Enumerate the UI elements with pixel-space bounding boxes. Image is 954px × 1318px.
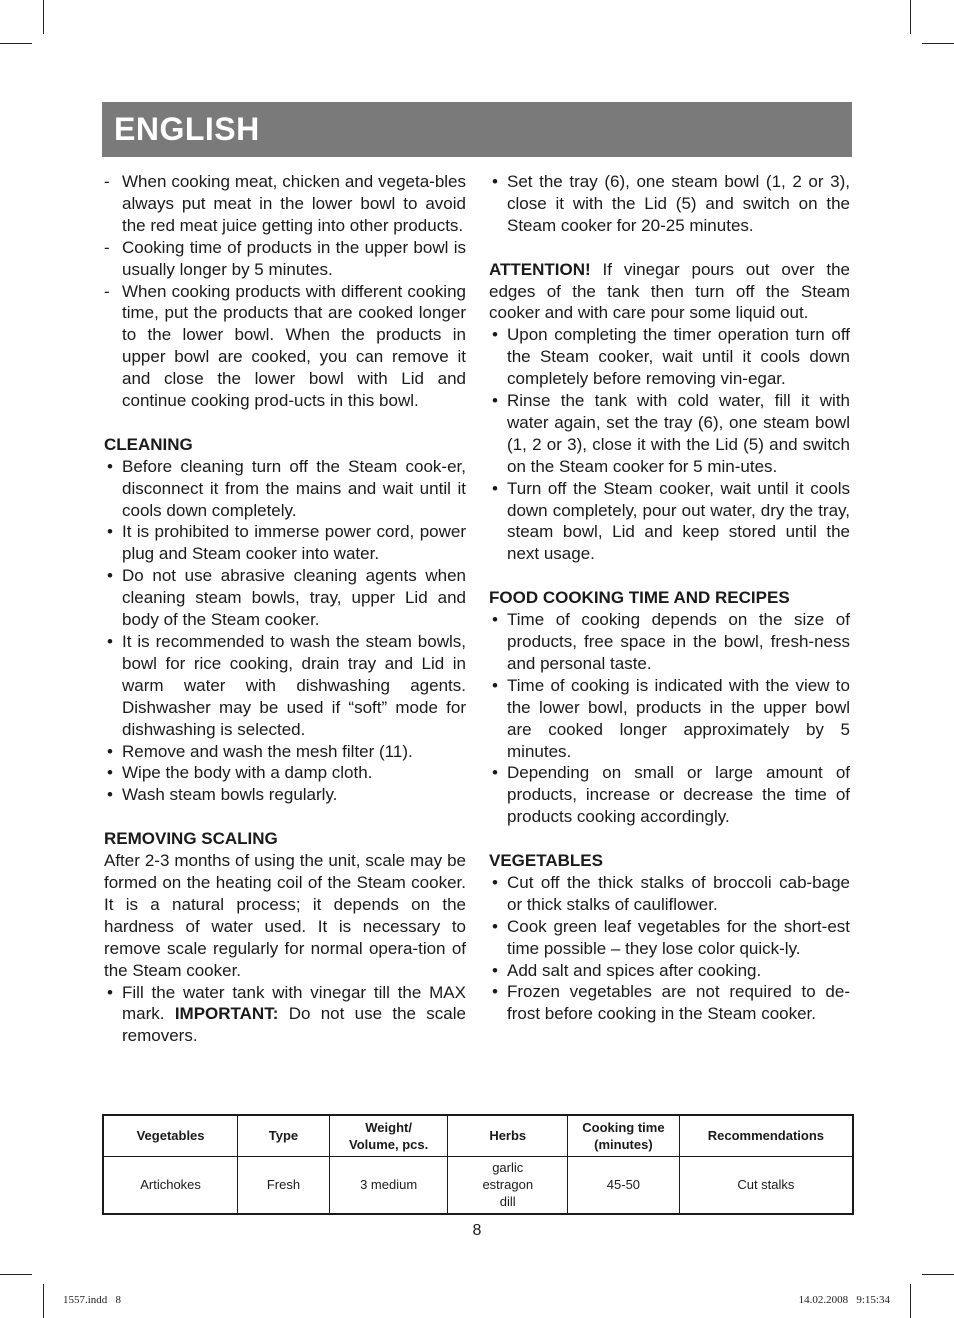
bullet-mark: • <box>107 632 113 652</box>
cooking-table <box>102 1114 854 1215</box>
page-number: 8 <box>472 1222 482 1239</box>
list-item: • Set the tray (6), one steam bowl (1, 2 or 3), close it with the Lid (5) and switch on the Steam cooker for 20-25 minutes. <box>492 172 850 235</box>
cell-recommendation: Cut stalks <box>679 1156 853 1214</box>
list-item: • Cook green leaf vegetables for the short-est time possible – they lose color quick-ly. <box>492 916 850 958</box>
list-item: - When cooking meat, chicken and vegeta-bles always put meat in the lower bowl to avoid the red meat juice getting into other products. <box>104 172 466 235</box>
bullet-mark: • <box>492 391 498 411</box>
list-item: • It is recommended to wash the steam bowls, bowl for rice cooking, drain tray and Lid in warm water with dishwashing agents. Dishwasher may be used if “soft” mode for dishwashing is selected. <box>107 632 466 739</box>
list-item: • Upon completing the timer operation turn off the Steam cooker, wait until it cools down completely before removing vin-egar. <box>492 325 850 389</box>
left-column <box>104 171 466 1047</box>
bullet-mark: • <box>107 522 113 542</box>
bullet-mark: • <box>107 566 113 586</box>
cell-herbs: garlic estragon dill <box>448 1156 568 1214</box>
header-type: Type <box>238 1115 330 1156</box>
bullet-mark: • <box>492 675 498 695</box>
list-item: • Cut off the thick stalks of broccoli cab-bage or thick stalks of cauliflower. <box>492 872 850 914</box>
scaling-paragraph: After 2-3 months of using the unit, scale may be formed on the heating coil of the Steam cooker. It is a natural process; it depends on the hardness of water used. It is necessary to remove scale regularly for normal opera-tion of the Steam cooker. <box>104 851 466 980</box>
dash-mark: - <box>104 281 110 301</box>
bullet-mark: • <box>492 982 498 1002</box>
bullet-mark: • <box>107 982 113 1002</box>
attention-paragraph: ATTENTION! If vinegar pours out over the edges of the tank then turn off the Steam cooker and with care pour some liquid out. <box>489 259 850 323</box>
list-item: • Time of cooking depends on the size of products, free space in the bowl, fresh-ness and personal taste. <box>492 610 850 673</box>
crop-mark <box>0 1274 32 1275</box>
crop-mark <box>922 43 954 44</box>
crop-mark <box>910 0 911 34</box>
list-item: • Depending on small or large amount of products, increase or decrease the time of products cooking accordingly. <box>492 763 850 827</box>
bullet-mark: • <box>107 785 113 805</box>
header-cooking-time: Cooking time (minutes) <box>568 1115 680 1156</box>
bullet-mark: • <box>492 763 498 783</box>
cell-type: Fresh <box>238 1156 330 1214</box>
header-herbs: Herbs <box>448 1115 568 1156</box>
header-vegetables: Vegetables <box>103 1115 238 1156</box>
crop-mark <box>922 1274 954 1275</box>
cell-vegetable: Artichokes <box>103 1156 238 1214</box>
crop-mark <box>910 1284 911 1318</box>
list-item: • Wipe the body with a damp cloth. <box>107 763 373 783</box>
attention-label: ATTENTION! <box>489 259 591 279</box>
dash-mark: - <box>104 172 110 191</box>
table-row <box>103 1156 853 1214</box>
language-banner <box>102 102 852 157</box>
bullet-mark: • <box>492 872 498 892</box>
list-item: • It is prohibited to immerse power cord, power plug and Steam cooker into water. <box>107 522 466 564</box>
list-item: - Cooking time of products in the upper bowl is usually longer by 5 minutes. <box>104 237 466 279</box>
cell-weight: 3 medium <box>329 1156 448 1214</box>
banner-title: ENGLISH <box>114 111 260 147</box>
list-item: • Rinse the tank with cold water, fill it with water again, set the tray (6), one steam bowl (1, 2 or 3), close it with the Lid (5) and switch on the Steam cooker for 5 min-utes. <box>492 391 850 476</box>
header-weight: Weight/ Volume, pcs. <box>329 1115 448 1156</box>
bullet-mark: • <box>107 763 113 783</box>
crop-mark <box>43 1284 44 1318</box>
bullet-mark: • <box>107 456 113 476</box>
list-item: • Remove and wash the mesh filter (11). <box>107 741 413 761</box>
bullet-mark: • <box>492 610 498 630</box>
important-label: IMPORTANT: <box>174 1004 279 1024</box>
list-item: • Turn off the Steam cooker, wait until it cools down completely, pour out water, dry the tray, steam bowl, Lid and keep stored until the next usage. <box>492 478 850 564</box>
list-item: • Add salt and spices after cooking. <box>492 960 762 980</box>
list-item: - When cooking products with different cooking time, put the products that are cooked longer to the lower bowl. When the products in upper bowl are cooked, you can remove it and close the lower bowl with Lid and continue cooking prod-ucts in this bowl. <box>104 281 466 411</box>
list-item: • Wash steam bowls regularly. <box>107 785 338 805</box>
list-item: • Time of cooking is indicated with the view to the lower bowl, products in the upper bowl are cooked longer approximately by 5 minutes. <box>492 675 850 761</box>
bullet-mark: • <box>492 960 498 980</box>
bullet-mark: • <box>492 478 498 498</box>
bullet-mark: • <box>492 172 498 191</box>
header-recommendations: Recommendations <box>679 1115 853 1156</box>
crop-mark <box>43 0 44 34</box>
list-item: • Fill the water tank with vinegar till the MAX mark. IMPORTANT: Do not use the scale removers. <box>107 982 466 1046</box>
file-slug: 1557.indd 8 <box>63 1294 122 1306</box>
recipes-heading: FOOD COOKING TIME AND RECIPES <box>489 588 790 608</box>
scaling-heading: REMOVING SCALING <box>104 829 278 849</box>
right-column <box>489 171 850 1025</box>
crop-mark <box>0 43 32 44</box>
list-item: • Frozen vegetables are not required to de-frost before cooking in the Steam cooker. <box>492 982 850 1024</box>
table-header-row <box>103 1115 853 1156</box>
cleaning-heading: CLEANING <box>104 434 193 454</box>
bullet-mark: • <box>492 916 498 936</box>
vegetables-heading: VEGETABLES <box>489 851 603 871</box>
bullet-mark: • <box>107 741 113 761</box>
timestamp-slug: 14.02.2008 9:15:34 <box>798 1294 890 1306</box>
dash-mark: - <box>104 237 110 257</box>
cell-time: 45-50 <box>568 1156 680 1214</box>
list-item: • Do not use abrasive cleaning agents when cleaning steam bowls, tray, upper Lid and body of the Steam cooker. <box>107 566 466 630</box>
bullet-mark: • <box>492 325 498 345</box>
list-item: • Before cleaning turn off the Steam cook-er, disconnect it from the mains and wait until it cools down completely. <box>107 456 466 520</box>
